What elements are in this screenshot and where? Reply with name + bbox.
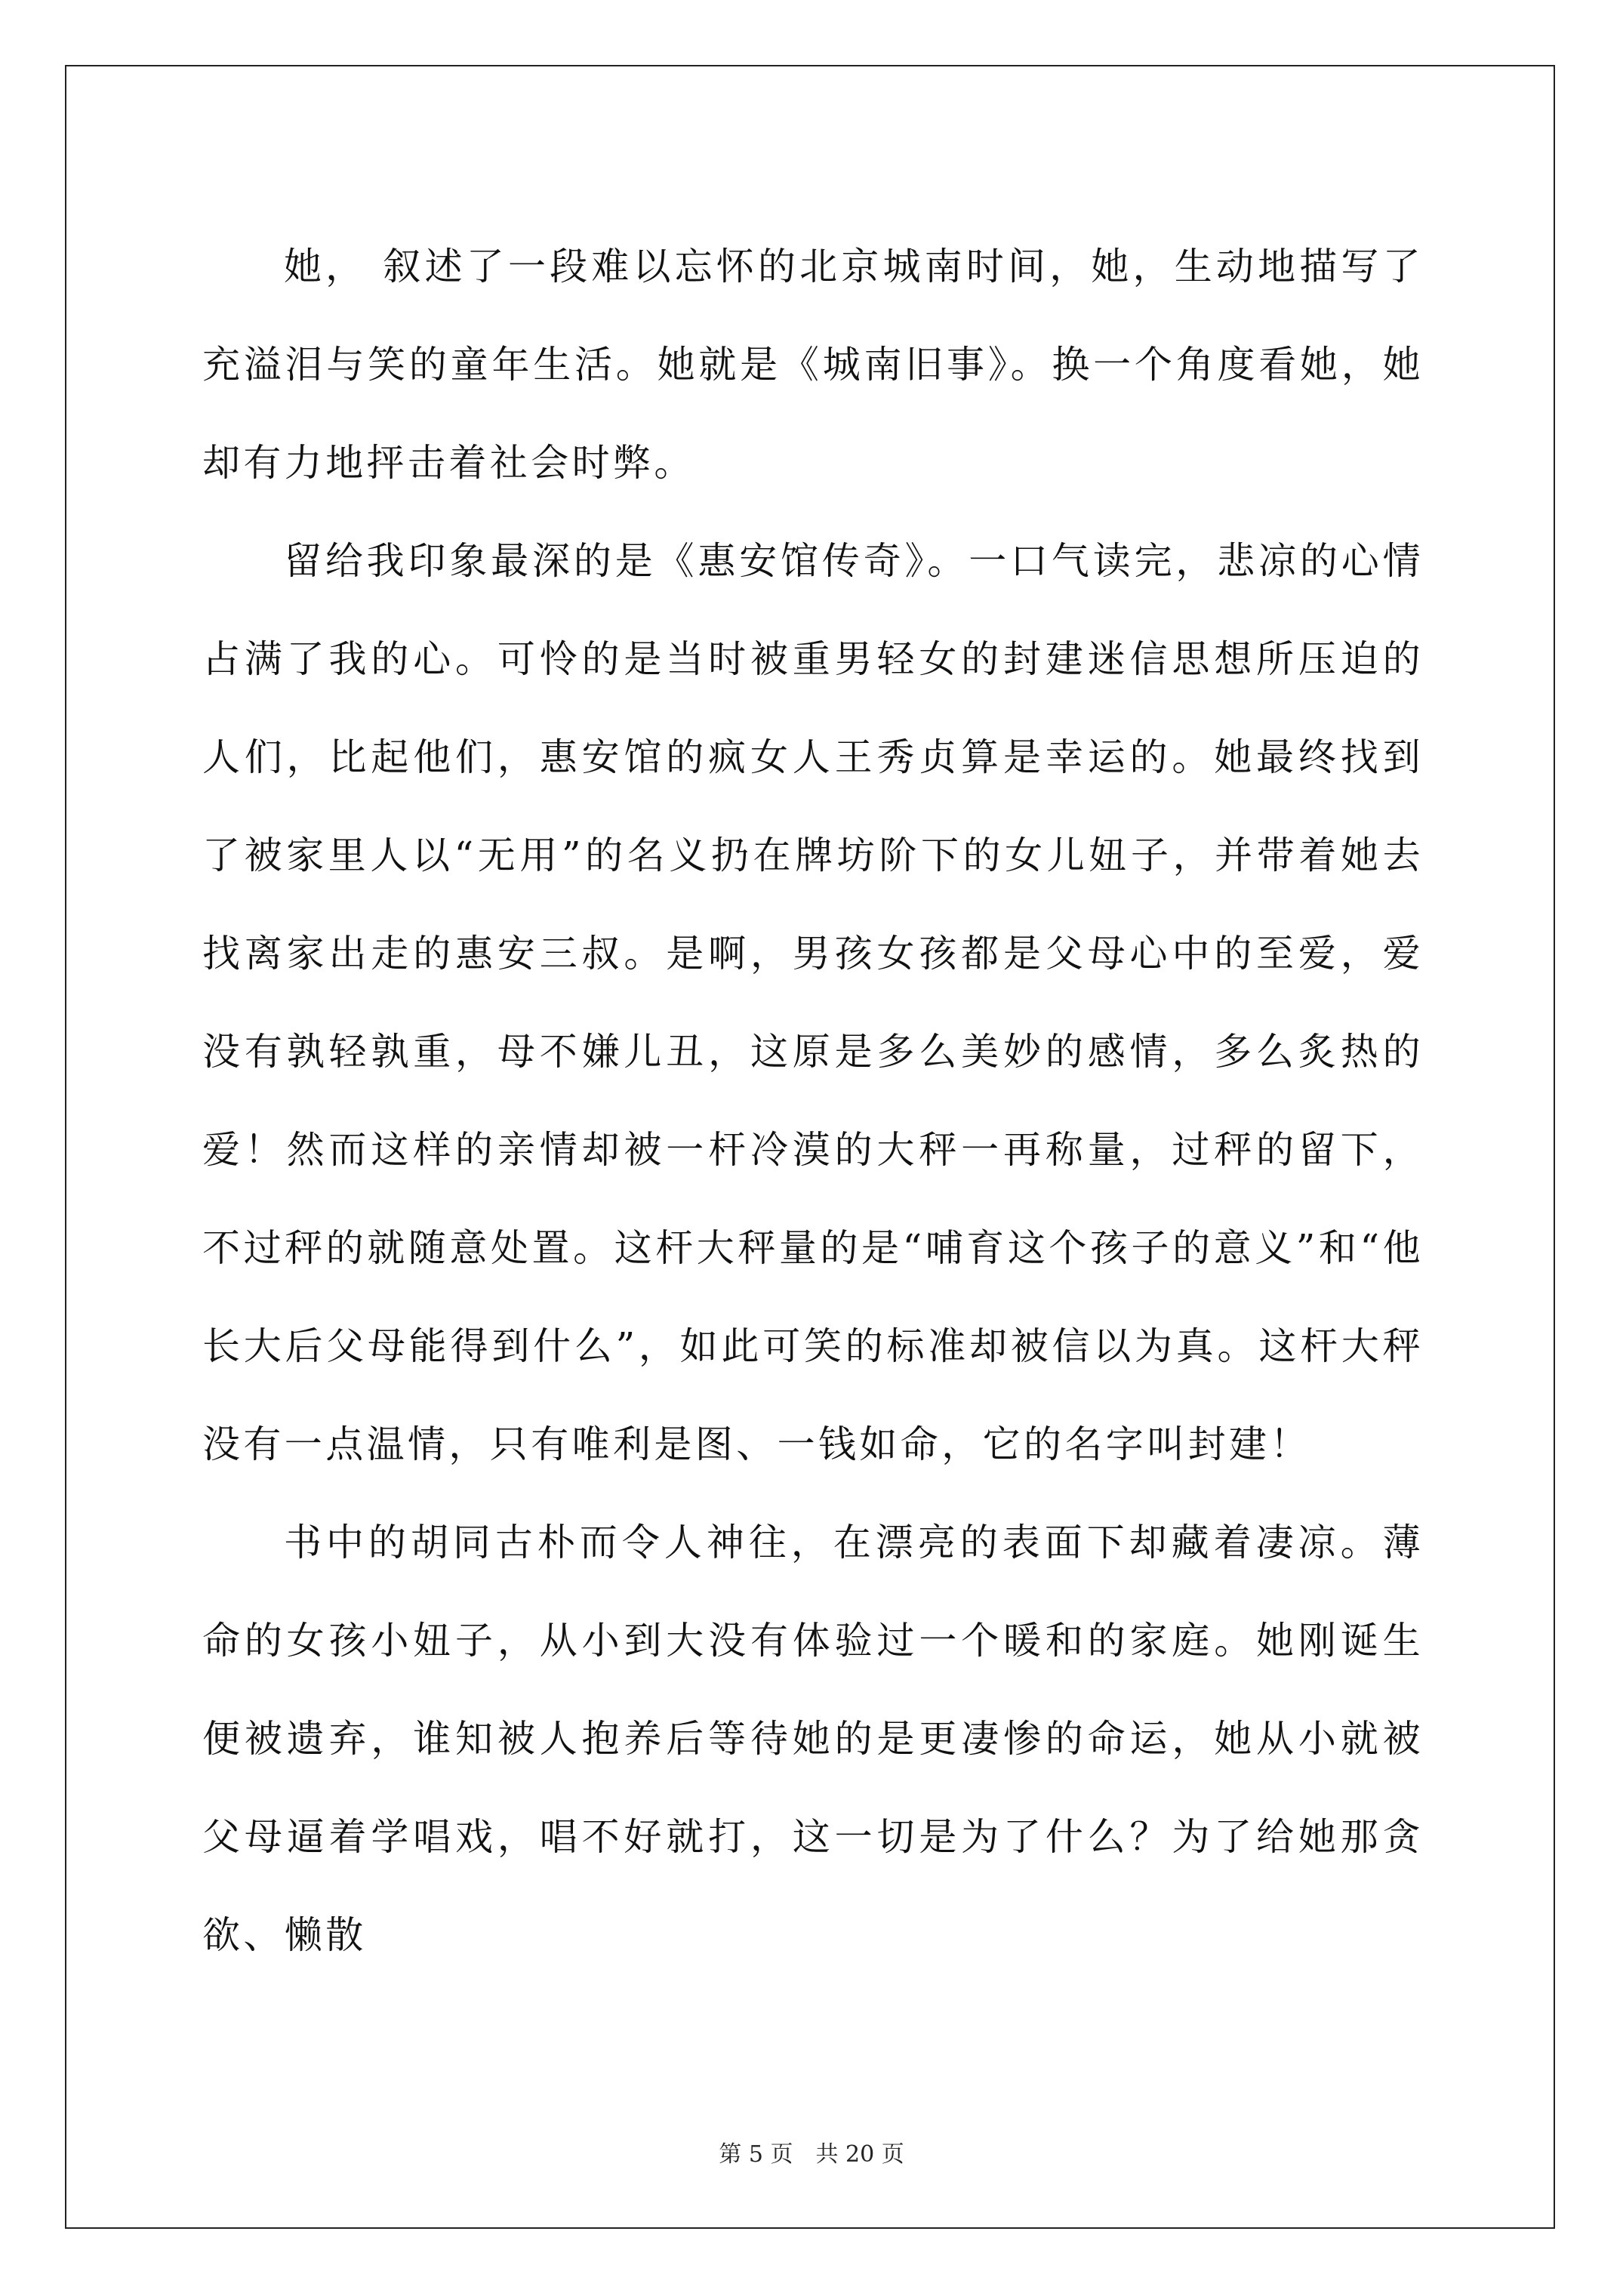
paragraph-3: 书中的胡同古朴而令人神往，在漂亮的表面下却藏着凄凉。薄命的女孩小妞子，从小到大没有体验过一个暖和的家庭。她刚诞生便被遗弃，谁知被人抱养后等待她的是更凄惨的命运，她从小就被父母逼着学唱戏，唱不好就打，这一切是为了什么？为了给她那贪欲、懒散 [202,1521,1424,1957]
document-body [202,217,1424,1984]
paragraph-2: 留给我印象最深的是《惠安馆传奇》。一口气读完，悲凉的心情占满了我的心。可怜的是当时被重男轻女的封建迷信思想所压迫的人们，比起他们，惠安馆的疯女人王秀贞算是幸运的。她最终找到了被家里人以“无用”的名义扔在牌坊阶下的女儿妞子，并带着她去找离家出走的惠安三叔。是啊，男孩女孩都是父母心中的至爱，爱没有孰轻孰重，母不嫌儿丑，这原是多么美妙的感情，多么炙热的爱！然而这样的亲情却被一杆冷漠的大秤一再称量，过秤的留下，不过秤的就随意处置。这杆大秤量的是“哺育这个孩子的意义”和“他长大后父母能得到什么”，如此可笑的标准却被信以为真。这杆大秤没有一点温情，只有唯利是图、一钱如命，它的名字叫封建！ [202,539,1424,1466]
paragraph-1: 她， 叙述了一段难以忘怀的北京城南时间，她，生动地描写了充溢泪与笑的童年生活。她就是《城南旧事》。换一个角度看她，她却有力地抨击着社会时弊。 [202,245,1424,485]
page-number-footer: 第 5 页 共 20 页 [719,2141,904,2168]
